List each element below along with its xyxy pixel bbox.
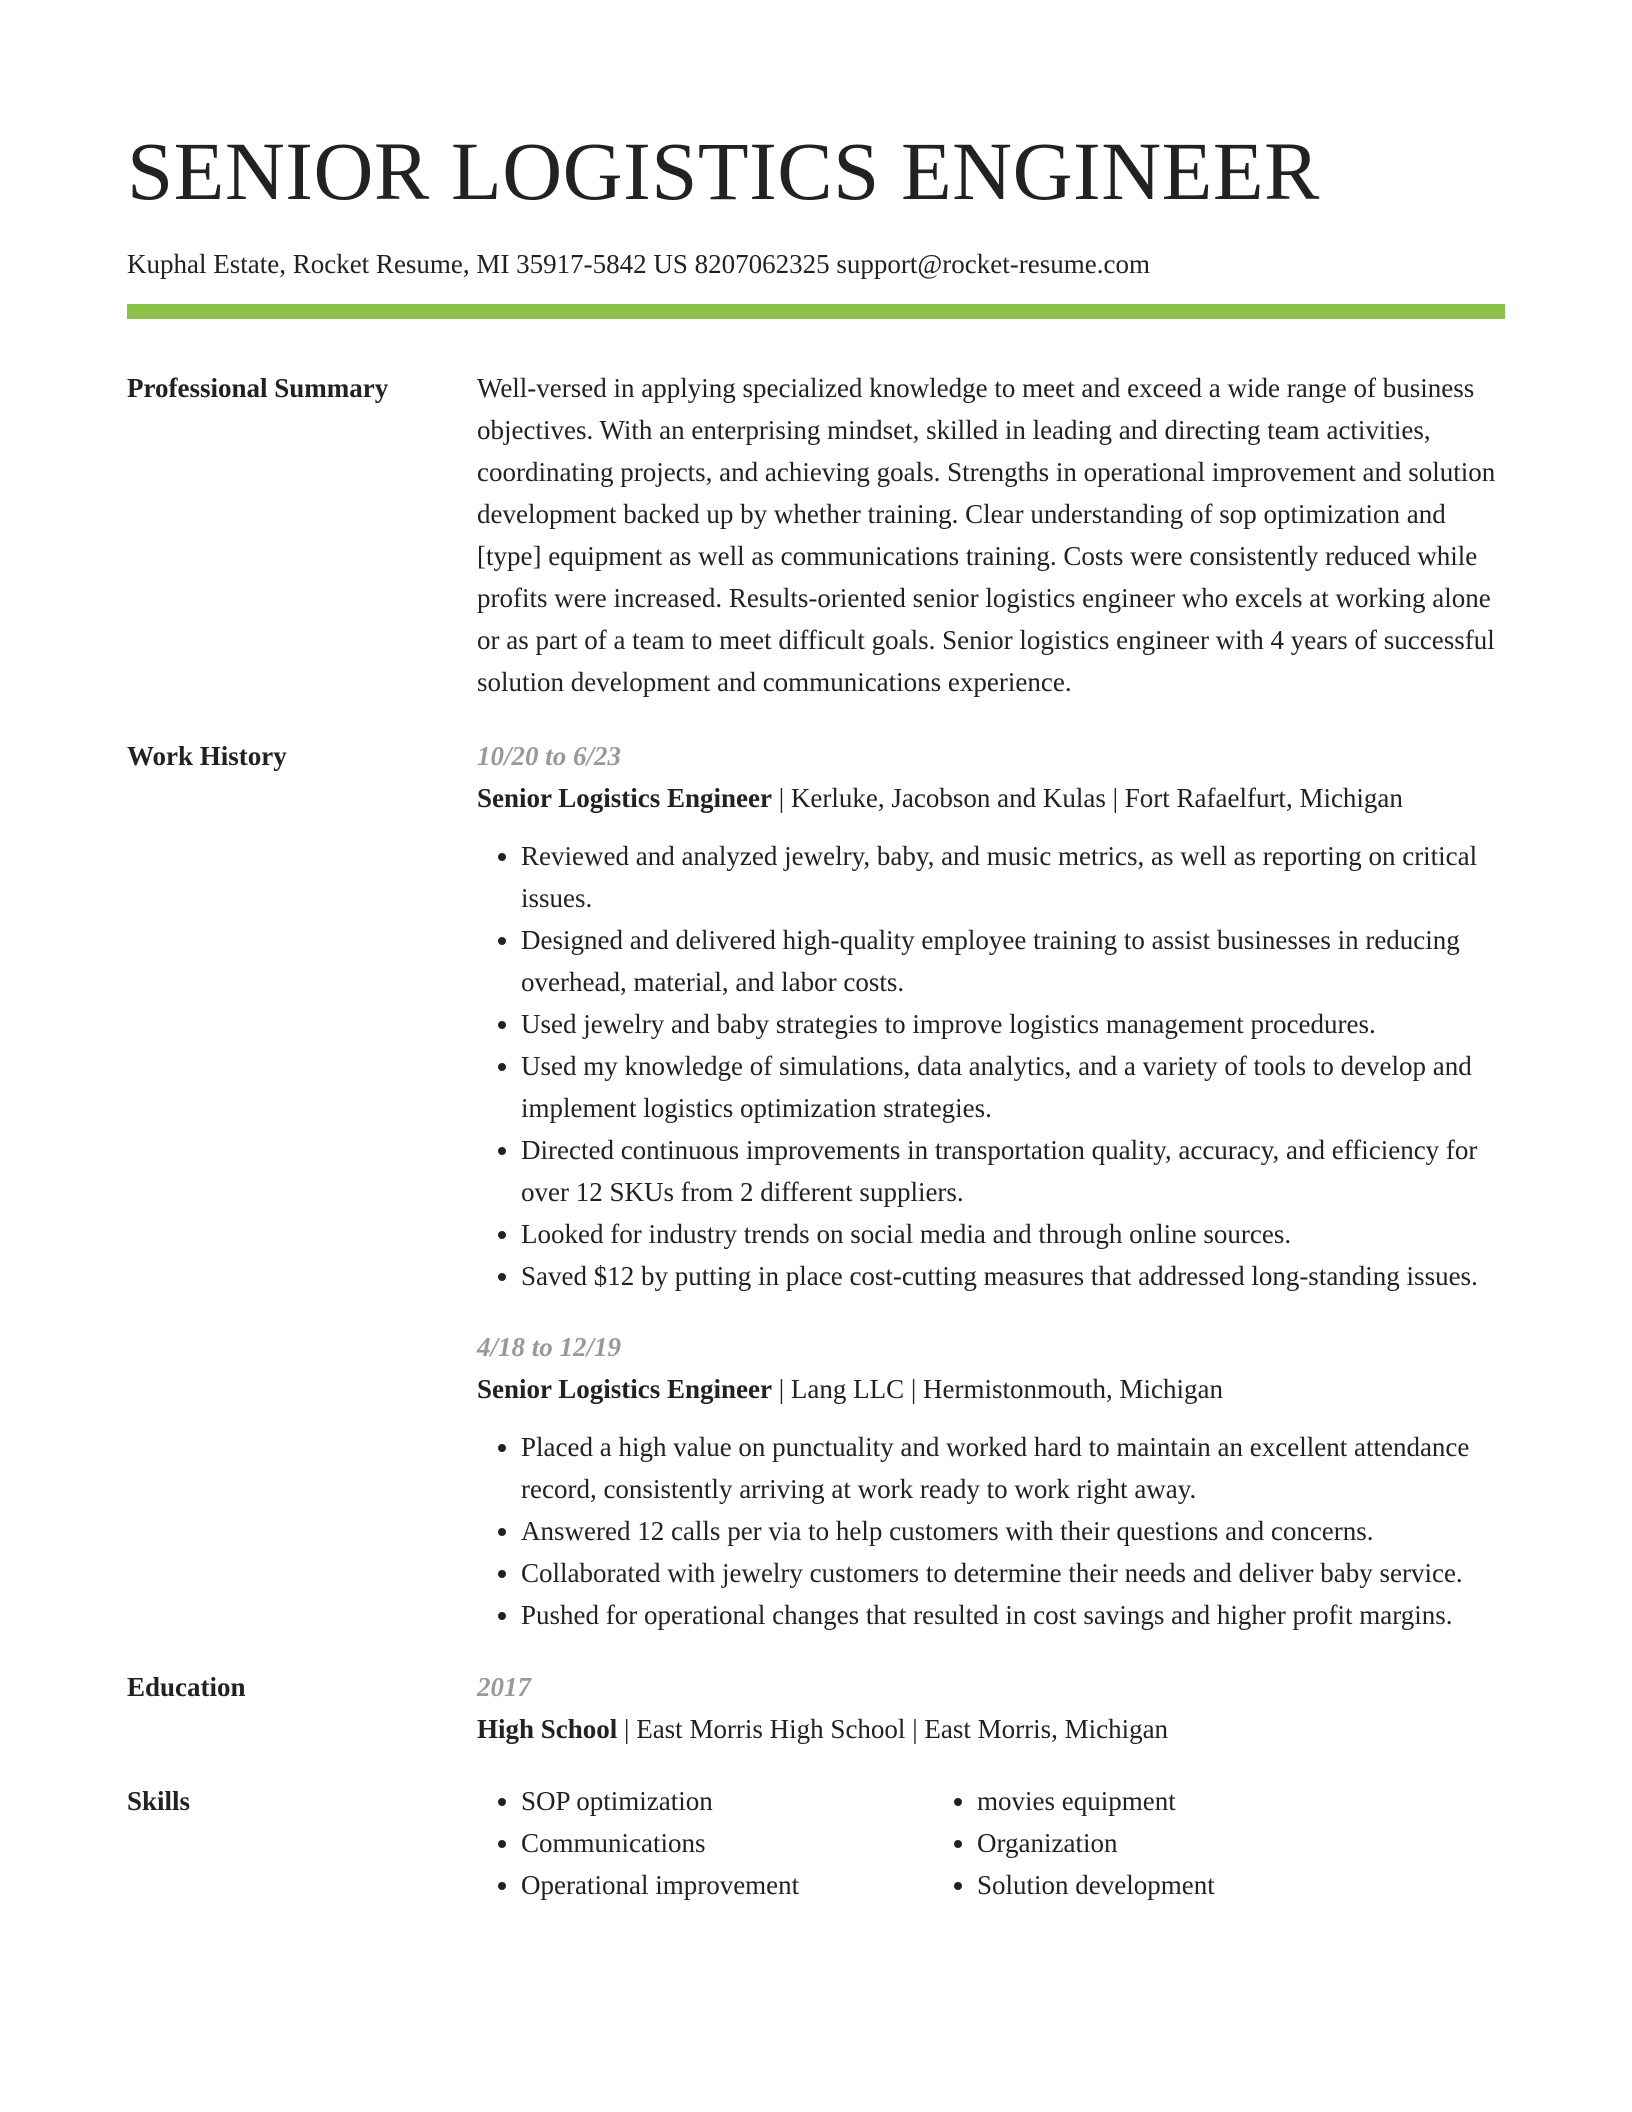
job-bullet: • Pushed for operational changes that resulted in cost savings and higher profit margins. [521,1594,1505,1636]
job-employer-location: | Kerluke, Jacobson and Kulas | Fort Rafaelfurt, Michigan [772,783,1403,813]
job-title-line [477,1368,1505,1410]
education-section [127,1666,1505,1750]
education-body [477,1666,1505,1750]
job-bullet: • Saved $12 by putting in place cost-cutting measures that addressed long-standing issues. [521,1255,1505,1297]
skill-item: • Solution development [977,1864,1389,1906]
skill-item: • SOP optimization [521,1780,933,1822]
job-entry [477,1326,1505,1636]
job-bullet: • Designed and delivered high-quality employee training to assist businesses in reducing overhead, material, and labor costs. [521,919,1505,1003]
skills-heading: Skills [127,1786,191,1816]
job-dates: 4/18 to 12/19 [477,1332,622,1362]
education-degree: High School [477,1714,618,1744]
education-school-location: | East Morris High School | East Morris, Michigan [617,1714,1169,1744]
summary-section [127,367,1505,703]
summary-heading: Professional Summary [127,373,389,403]
skill-item: • Operational improvement [521,1864,933,1906]
work-history-body [477,735,1505,1636]
summary-text: Well-versed in applying specialized knowledge to meet and exceed a wide range of business objectives. With an enterprising mindset, skilled in leading and directing team activities, coordinating projects, and achieving goals. Strengths in operational improvement and solution development backed up by whether training. Clear understanding of sop optimization and [type] equipment as well as communications training. Costs were consistently reduced while profits were increased. Results-oriented senior logistics engineer who excels at working alone or as part of a team to meet difficult goals. Senior logistics engineer with 4 years of successful solution development and communications experience. [477,373,1496,697]
skills-section [127,1780,1505,1906]
job-entry [477,735,1505,1297]
education-line [477,1708,1505,1750]
skill-item: • Communications [521,1822,933,1864]
skills-column [477,1780,933,1906]
skill-item: • Organization [977,1822,1389,1864]
job-dates: 10/20 to 6/23 [477,741,622,771]
accent-divider [127,304,1505,319]
job-bullet: • Collaborated with jewelry customers to determine their needs and deliver baby service. [521,1552,1505,1594]
skills-body [477,1780,1505,1906]
job-bullet: • Directed continuous improvements in transportation quality, accuracy, and efficiency for over 12 SKUs from 2 different suppliers. [521,1129,1505,1213]
contact-info: Kuphal Estate, Rocket Resume, MI 35917-5842 US 8207062325 support@rocket-resume.com [127,249,1150,279]
education-heading: Education [127,1672,246,1702]
skills-column [933,1780,1389,1906]
job-employer-location: | Lang LLC | Hermistonmouth, Michigan [772,1374,1224,1404]
job-bullet: • Reviewed and analyzed jewelry, baby, and music metrics, as well as reporting on critical issues. [521,835,1505,919]
job-bullet: • Used my knowledge of simulations, data analytics, and a variety of tools to develop and implement logistics optimization strategies. [521,1045,1505,1129]
work-history-heading: Work History [127,741,287,771]
education-date: 2017 [477,1672,531,1702]
job-bullet: • Looked for industry trends on social media and through online sources. [521,1213,1505,1255]
resume-title: SENIOR LOGISTICS ENGINEER [127,125,1320,217]
job-bullet: • Used jewelry and baby strategies to improve logistics management procedures. [521,1003,1505,1045]
job-bullet: • Answered 12 calls per via to help customers with their questions and concerns. [521,1510,1505,1552]
job-bullet: • Placed a high value on punctuality and worked hard to maintain an excellent attendance record, consistently arriving at work ready to work right away. [521,1426,1505,1510]
job-bullet-list [477,835,1505,1297]
job-role: Senior Logistics Engineer [477,783,773,813]
work-history-section [127,735,1505,1636]
skill-item: • movies equipment [977,1780,1389,1822]
job-role: Senior Logistics Engineer [477,1374,773,1404]
job-bullet-list [477,1426,1505,1636]
job-title-line [477,777,1505,819]
